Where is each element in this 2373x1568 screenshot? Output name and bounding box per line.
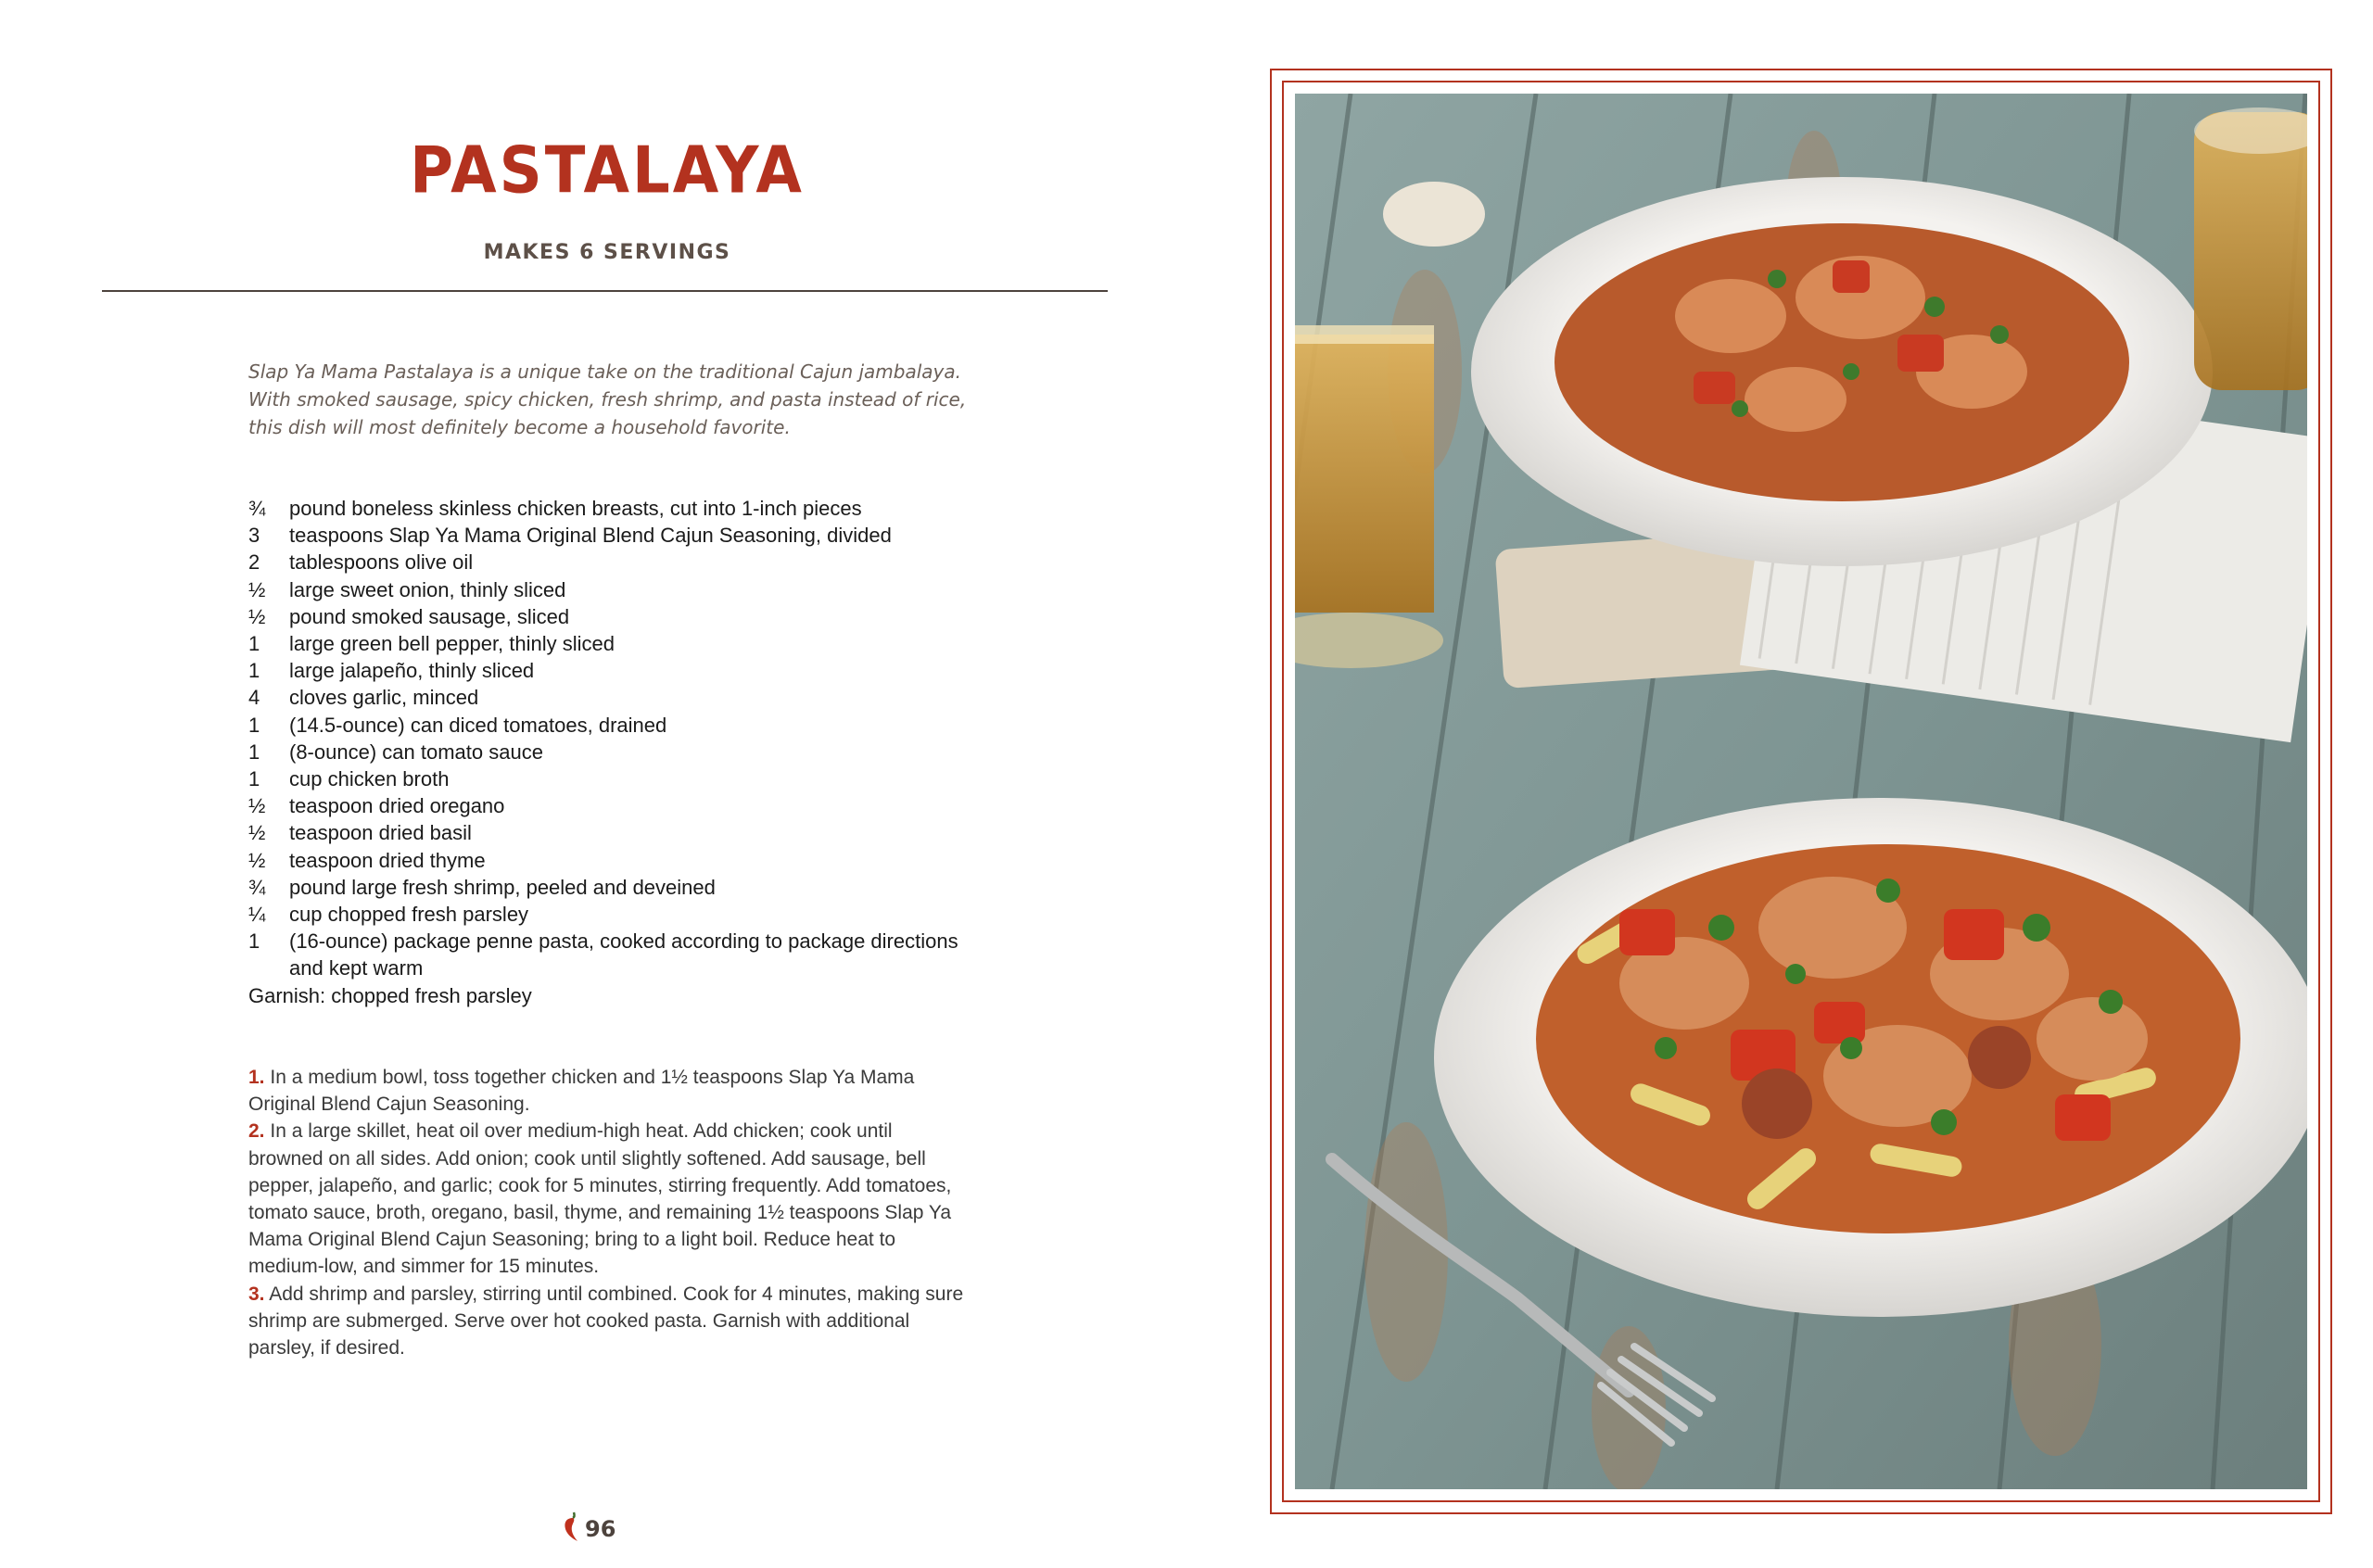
ingredient-row — [248, 684, 990, 711]
ingredient-row — [248, 792, 990, 819]
ingredient-text: large sweet onion, thinly sliced — [289, 577, 566, 601]
step-text: In a medium bowl, toss together chicken and 1½ teaspoons Slap Ya Mama Original Blend Cajun Seasoning. — [248, 1067, 915, 1116]
instruction-steps — [248, 1064, 971, 1361]
chili-pepper-icon — [561, 1511, 581, 1547]
ingredient-quantity: 1 — [248, 929, 260, 954]
ingredient-text: teaspoons Slap Ya Mama Original Blend Cajun Seasoning, divided — [289, 524, 892, 548]
page-number: 96 — [585, 1515, 616, 1542]
ingredient-row — [248, 630, 990, 657]
ingredient-row — [248, 522, 990, 549]
ingredient-row — [248, 603, 990, 630]
ingredient-quantity: 1 — [248, 659, 260, 683]
left-page — [0, 0, 1186, 1568]
ingredient-text: large green bell pepper, thinly sliced — [289, 632, 615, 656]
ingredient-quantity: 2 — [248, 550, 260, 575]
ingredient-row — [248, 495, 990, 522]
ingredient-quantity: ¾ — [248, 497, 266, 520]
ingredient-text: teaspoon dried basil — [289, 821, 472, 845]
instruction-step — [248, 1064, 971, 1118]
recipe-intro: Slap Ya Mama Pastalaya is a unique take on the traditional Cajun jambalaya. With smoked sausage, spicy chicken, fresh shrimp, and pasta instead of rice, this dish will most definitely become a household favorite. — [248, 360, 967, 438]
ingredient-row — [248, 549, 990, 575]
ingredient-quantity: ½ — [248, 604, 266, 628]
ingredient-row — [248, 576, 990, 603]
ingredient-quantity: ¼ — [248, 903, 266, 927]
ingredient-text: teaspoon dried thyme — [289, 848, 486, 872]
step-text: In a large skillet, heat oil over medium-high heat. Add chicken; cook until browned on all sides. Add onion; cook until slightly softened. Add sausage, bell pepper, jalapeño, and garlic; cook for 5 minutes, stirring frequently. Add tomatoes, tomato sauce, broth, oregano, basil, thyme, and remaining 1½ teaspoons Slap Ya Mama Original Blend Cajun Seasoning; bring to a light boil. Reduce heat to medium-low, and simmer for 15 minutes. — [248, 1120, 952, 1278]
ingredient-quantity: 1 — [248, 767, 260, 791]
recipe-servings: MAKES 6 SERVINGS — [483, 241, 731, 264]
ingredient-row — [248, 712, 990, 739]
ingredient-text: cup chopped fresh parsley — [289, 903, 529, 927]
ingredient-row — [248, 874, 990, 901]
title-rule — [102, 290, 1108, 292]
ingredient-row — [248, 819, 990, 846]
ingredient-text: pound large fresh shrimp, peeled and deveined — [289, 875, 716, 899]
recipe-title: PASTALAYA — [410, 134, 805, 209]
dish-photo — [1295, 94, 2307, 1489]
ingredient-quantity: ½ — [248, 848, 266, 872]
ingredient-quantity: ½ — [248, 794, 266, 818]
page-folio — [561, 1511, 615, 1547]
ingredient-list — [248, 495, 990, 1009]
ingredient-text: (14.5-ounce) can diced tomatoes, drained — [289, 713, 667, 737]
ingredient-quantity: 1 — [248, 740, 260, 764]
ingredient-text: tablespoons olive oil — [289, 550, 474, 575]
ingredient-row — [248, 901, 990, 928]
step-number: 3. — [248, 1283, 265, 1305]
step-number: 2. — [248, 1120, 265, 1143]
ingredient-row — [248, 928, 990, 981]
ingredient-quantity: 4 — [248, 686, 260, 710]
step-number: 1. — [248, 1067, 265, 1088]
ingredient-text: cloves garlic, minced — [289, 686, 479, 710]
ingredient-quantity: ½ — [248, 577, 266, 601]
step-text: Add shrimp and parsley, stirring until combined. Cook for 4 minutes, making sure shrimp are submerged. Serve over hot cooked pasta. Garnish with additional parsley, if desired. — [248, 1283, 964, 1359]
ingredient-row — [248, 657, 990, 684]
ingredient-row — [248, 765, 990, 792]
ingredient-text: large jalapeño, thinly sliced — [289, 659, 535, 683]
ingredient-text: pound boneless skinless chicken breasts, cut into 1-inch pieces — [289, 497, 862, 520]
garnish-line: Garnish: chopped fresh parsley — [248, 983, 532, 1007]
ingredient-text: pound smoked sausage, sliced — [289, 604, 570, 628]
ingredient-quantity: 3 — [248, 524, 260, 548]
ingredient-text: (8-ounce) can tomato sauce — [289, 740, 543, 764]
ingredient-text: teaspoon dried oregano — [289, 794, 505, 818]
ingredient-quantity: ¾ — [248, 875, 266, 899]
ingredient-row — [248, 739, 990, 765]
ingredient-text: cup chicken broth — [289, 767, 450, 791]
ingredient-quantity: 1 — [248, 632, 260, 656]
ingredient-row — [248, 847, 990, 874]
instruction-step — [248, 1118, 971, 1280]
ingredient-quantity: 1 — [248, 713, 260, 737]
instruction-step — [248, 1281, 971, 1362]
ingredient-quantity: ½ — [248, 821, 266, 845]
ingredient-text: (16-ounce) package penne pasta, cooked according to package directions and kept warm — [289, 929, 958, 980]
